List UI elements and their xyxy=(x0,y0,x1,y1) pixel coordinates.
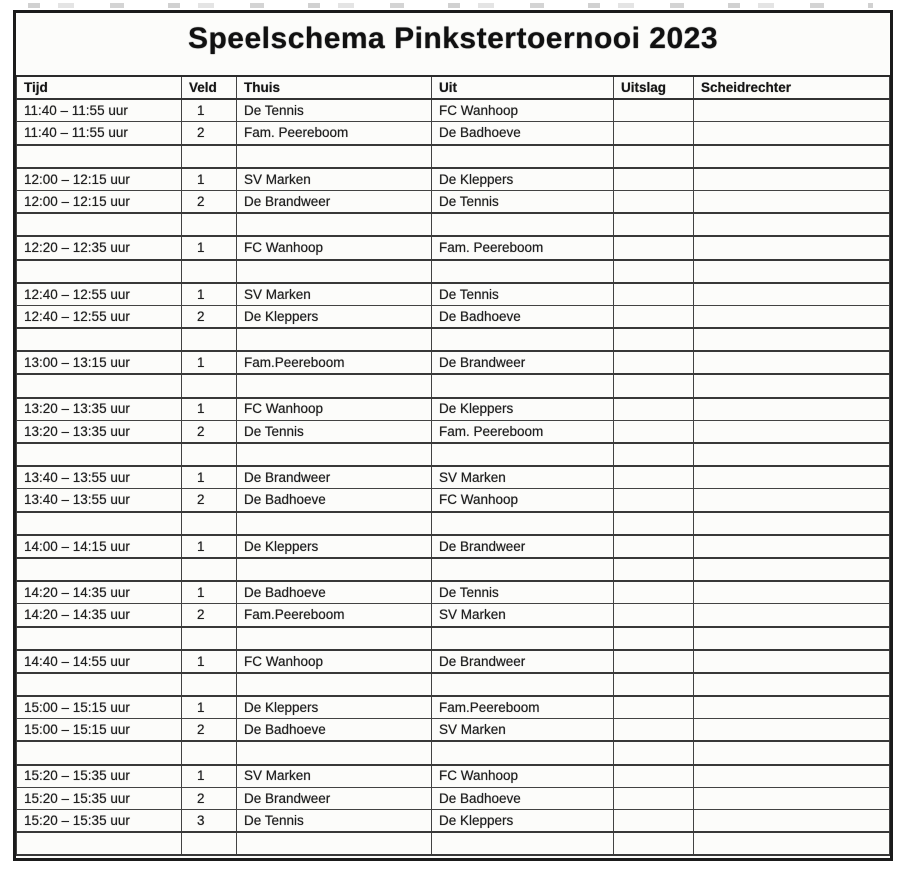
cell-scheidrechter xyxy=(694,765,890,788)
schedule-sheet xyxy=(13,10,893,861)
cell-tijd: 12:00 – 12:15 uur xyxy=(17,190,182,213)
cell-thuis xyxy=(237,443,432,466)
cell-scheidrechter xyxy=(694,420,890,443)
cell-uit: De Badhoeve xyxy=(432,122,614,145)
cell-tijd: 13:40 – 13:55 uur xyxy=(17,466,182,489)
cell-thuis xyxy=(237,558,432,581)
cell-veld: 2 xyxy=(182,420,237,443)
cell-tijd: 13:40 – 13:55 uur xyxy=(17,489,182,512)
separator-row xyxy=(17,213,890,236)
cell-thuis: FC Wanhoop xyxy=(237,398,432,421)
cell-veld: 1 xyxy=(182,696,237,719)
cell-tijd xyxy=(17,260,182,283)
cell-uitslag xyxy=(614,122,694,145)
cell-scheidrechter xyxy=(694,305,890,328)
separator-row xyxy=(17,558,890,581)
cell-veld: 1 xyxy=(182,398,237,421)
match-row xyxy=(17,489,890,512)
cell-veld xyxy=(182,627,237,650)
cell-uit xyxy=(432,145,614,168)
cell-thuis xyxy=(237,512,432,535)
match-row xyxy=(17,122,890,145)
cell-thuis: FC Wanhoop xyxy=(237,650,432,673)
cell-veld: 2 xyxy=(182,190,237,213)
cell-veld xyxy=(182,673,237,696)
cell-uit: De Tennis xyxy=(432,581,614,604)
cell-uit: FC Wanhoop xyxy=(432,489,614,512)
cell-veld xyxy=(182,558,237,581)
match-row xyxy=(17,466,890,489)
match-row xyxy=(17,190,890,213)
cell-uitslag xyxy=(614,374,694,397)
cell-thuis: SV Marken xyxy=(237,168,432,191)
cell-uit: Fam. Peereboom xyxy=(432,236,614,259)
cell-uit: Fam. Peereboom xyxy=(432,420,614,443)
cell-uit xyxy=(432,558,614,581)
cell-scheidrechter xyxy=(694,236,890,259)
cell-tijd: 14:40 – 14:55 uur xyxy=(17,650,182,673)
cell-tijd xyxy=(17,627,182,650)
cell-tijd: 14:20 – 14:35 uur xyxy=(17,581,182,604)
cell-uit: FC Wanhoop xyxy=(432,99,614,122)
separator-row xyxy=(17,832,890,855)
cell-veld: 1 xyxy=(182,168,237,191)
cell-scheidrechter xyxy=(694,558,890,581)
cell-uit: De Kleppers xyxy=(432,168,614,191)
cell-tijd: 12:00 – 12:15 uur xyxy=(17,168,182,191)
cell-veld: 1 xyxy=(182,650,237,673)
cell-tijd xyxy=(17,832,182,855)
cell-tijd xyxy=(17,145,182,168)
cell-veld: 1 xyxy=(182,351,237,374)
match-row xyxy=(17,398,890,421)
match-row xyxy=(17,787,890,809)
separator-row xyxy=(17,512,890,535)
separator-row xyxy=(17,260,890,283)
cell-tijd: 13:20 – 13:35 uur xyxy=(17,420,182,443)
cell-uit: De Brandweer xyxy=(432,650,614,673)
cell-veld: 2 xyxy=(182,122,237,145)
cell-tijd xyxy=(17,673,182,696)
cell-veld: 1 xyxy=(182,236,237,259)
cell-scheidrechter xyxy=(694,190,890,213)
cell-tijd: 13:20 – 13:35 uur xyxy=(17,398,182,421)
cell-scheidrechter xyxy=(694,328,890,351)
cell-uit: De Brandweer xyxy=(432,535,614,558)
cell-thuis xyxy=(237,374,432,397)
cell-tijd xyxy=(17,558,182,581)
cell-uitslag xyxy=(614,650,694,673)
cell-uitslag xyxy=(614,741,694,764)
cell-uitslag xyxy=(614,351,694,374)
cell-veld: 3 xyxy=(182,810,237,833)
cell-uitslag xyxy=(614,512,694,535)
cell-uitslag xyxy=(614,305,694,328)
cell-uit xyxy=(432,328,614,351)
cell-uitslag xyxy=(614,810,694,833)
cell-scheidrechter xyxy=(694,627,890,650)
cell-veld: 1 xyxy=(182,535,237,558)
cell-uitslag xyxy=(614,627,694,650)
separator-row xyxy=(17,741,890,764)
cell-tijd: 14:00 – 14:15 uur xyxy=(17,535,182,558)
cell-tijd: 11:40 – 11:55 uur xyxy=(17,122,182,145)
cell-uitslag xyxy=(614,535,694,558)
cell-thuis xyxy=(237,832,432,855)
cell-uit: De Badhoeve xyxy=(432,787,614,809)
cell-veld xyxy=(182,260,237,283)
cell-scheidrechter xyxy=(694,283,890,306)
cell-veld: 2 xyxy=(182,305,237,328)
column-header-tijd: Tijd xyxy=(17,76,182,99)
cell-veld: 1 xyxy=(182,283,237,306)
cell-tijd xyxy=(17,374,182,397)
cell-tijd xyxy=(17,443,182,466)
match-row xyxy=(17,535,890,558)
cell-veld: 2 xyxy=(182,787,237,809)
cell-thuis xyxy=(237,328,432,351)
cell-veld xyxy=(182,328,237,351)
cell-tijd: 12:40 – 12:55 uur xyxy=(17,283,182,306)
cell-uit xyxy=(432,260,614,283)
cell-scheidrechter xyxy=(694,99,890,122)
match-row xyxy=(17,604,890,627)
cell-scheidrechter xyxy=(694,398,890,421)
cell-thuis xyxy=(237,741,432,764)
cell-uitslag xyxy=(614,168,694,191)
cell-uit: De Tennis xyxy=(432,283,614,306)
cell-thuis: De Brandweer xyxy=(237,190,432,213)
cell-uit: De Brandweer xyxy=(432,351,614,374)
cell-tijd: 11:40 – 11:55 uur xyxy=(17,99,182,122)
match-row xyxy=(17,283,890,306)
cell-tijd: 15:00 – 15:15 uur xyxy=(17,719,182,742)
cell-tijd xyxy=(17,213,182,236)
cell-uit: De Tennis xyxy=(432,190,614,213)
cell-thuis: De Tennis xyxy=(237,420,432,443)
cell-uit xyxy=(432,512,614,535)
column-header-thuis: Thuis xyxy=(237,76,432,99)
separator-row xyxy=(17,374,890,397)
column-header-uitslag: Uitslag xyxy=(614,76,694,99)
cell-thuis: De Kleppers xyxy=(237,535,432,558)
separator-row xyxy=(17,145,890,168)
cell-uitslag xyxy=(614,581,694,604)
cell-scheidrechter xyxy=(694,535,890,558)
cell-uit: FC Wanhoop xyxy=(432,765,614,788)
cell-thuis: De Brandweer xyxy=(237,466,432,489)
cell-uitslag xyxy=(614,787,694,809)
cell-thuis: De Badhoeve xyxy=(237,719,432,742)
column-header-scheidrechter: Scheidrechter xyxy=(694,76,890,99)
title-area xyxy=(16,13,890,75)
cell-veld xyxy=(182,443,237,466)
cell-scheidrechter xyxy=(694,260,890,283)
cell-veld: 2 xyxy=(182,604,237,627)
cell-uit: De Badhoeve xyxy=(432,305,614,328)
column-header-uit: Uit xyxy=(432,76,614,99)
cell-uitslag xyxy=(614,673,694,696)
cell-veld: 2 xyxy=(182,719,237,742)
cell-uit: SV Marken xyxy=(432,604,614,627)
cell-tijd: 15:20 – 15:35 uur xyxy=(17,787,182,809)
cell-scheidrechter xyxy=(694,374,890,397)
cell-scheidrechter xyxy=(694,696,890,719)
cell-veld: 2 xyxy=(182,489,237,512)
cell-tijd: 15:00 – 15:15 uur xyxy=(17,696,182,719)
cell-uitslag xyxy=(614,443,694,466)
cell-tijd: 14:20 – 14:35 uur xyxy=(17,604,182,627)
cell-thuis: SV Marken xyxy=(237,283,432,306)
cell-veld: 1 xyxy=(182,765,237,788)
cell-uitslag xyxy=(614,558,694,581)
cell-tijd: 15:20 – 15:35 uur xyxy=(17,810,182,833)
cell-thuis: De Badhoeve xyxy=(237,489,432,512)
cell-thuis: De Tennis xyxy=(237,99,432,122)
cell-uit xyxy=(432,374,614,397)
cell-uitslag xyxy=(614,236,694,259)
cell-scheidrechter xyxy=(694,832,890,855)
column-header-veld: Veld xyxy=(182,76,237,99)
cell-scheidrechter xyxy=(694,810,890,833)
cell-uitslag xyxy=(614,260,694,283)
cell-thuis: SV Marken xyxy=(237,765,432,788)
cell-scheidrechter xyxy=(694,581,890,604)
cell-veld: 1 xyxy=(182,99,237,122)
cell-uit: SV Marken xyxy=(432,466,614,489)
cell-uit xyxy=(432,627,614,650)
cell-uitslag xyxy=(614,719,694,742)
match-row xyxy=(17,696,890,719)
cell-uitslag xyxy=(614,420,694,443)
scan-noise-artifact xyxy=(28,3,873,8)
cell-veld xyxy=(182,512,237,535)
cell-thuis xyxy=(237,145,432,168)
cell-tijd: 12:20 – 12:35 uur xyxy=(17,236,182,259)
cell-uit: De Kleppers xyxy=(432,810,614,833)
schedule-table xyxy=(16,75,890,856)
separator-row xyxy=(17,328,890,351)
cell-veld xyxy=(182,741,237,764)
cell-scheidrechter xyxy=(694,604,890,627)
cell-uitslag xyxy=(614,283,694,306)
cell-veld xyxy=(182,374,237,397)
cell-scheidrechter xyxy=(694,719,890,742)
cell-uitslag xyxy=(614,466,694,489)
cell-scheidrechter xyxy=(694,741,890,764)
cell-scheidrechter xyxy=(694,122,890,145)
cell-thuis: De Brandweer xyxy=(237,787,432,809)
cell-scheidrechter xyxy=(694,466,890,489)
cell-uit xyxy=(432,673,614,696)
match-row xyxy=(17,236,890,259)
cell-thuis xyxy=(237,260,432,283)
cell-uit xyxy=(432,832,614,855)
cell-uitslag xyxy=(614,190,694,213)
cell-thuis: Fam. Peereboom xyxy=(237,122,432,145)
cell-veld: 1 xyxy=(182,581,237,604)
match-row xyxy=(17,168,890,191)
cell-uitslag xyxy=(614,832,694,855)
cell-uit xyxy=(432,741,614,764)
cell-uit xyxy=(432,213,614,236)
cell-uitslag xyxy=(614,489,694,512)
cell-thuis xyxy=(237,627,432,650)
match-row xyxy=(17,650,890,673)
match-row xyxy=(17,420,890,443)
cell-tijd: 13:00 – 13:15 uur xyxy=(17,351,182,374)
cell-scheidrechter xyxy=(694,650,890,673)
cell-veld: 1 xyxy=(182,466,237,489)
separator-row xyxy=(17,443,890,466)
cell-uitslag xyxy=(614,213,694,236)
cell-uitslag xyxy=(614,145,694,168)
cell-scheidrechter xyxy=(694,443,890,466)
cell-tijd: 12:40 – 12:55 uur xyxy=(17,305,182,328)
cell-uitslag xyxy=(614,696,694,719)
match-row xyxy=(17,719,890,742)
cell-uit: Fam.Peereboom xyxy=(432,696,614,719)
match-row xyxy=(17,99,890,122)
separator-row xyxy=(17,627,890,650)
cell-tijd xyxy=(17,328,182,351)
cell-uitslag xyxy=(614,398,694,421)
cell-scheidrechter xyxy=(694,673,890,696)
match-row xyxy=(17,765,890,788)
cell-uitslag xyxy=(614,99,694,122)
cell-scheidrechter xyxy=(694,512,890,535)
cell-scheidrechter xyxy=(694,787,890,809)
cell-scheidrechter xyxy=(694,213,890,236)
cell-thuis: Fam.Peereboom xyxy=(237,351,432,374)
cell-thuis: FC Wanhoop xyxy=(237,236,432,259)
cell-scheidrechter xyxy=(694,145,890,168)
cell-veld xyxy=(182,832,237,855)
cell-uit xyxy=(432,443,614,466)
cell-thuis: De Badhoeve xyxy=(237,581,432,604)
cell-uit: De Kleppers xyxy=(432,398,614,421)
cell-scheidrechter xyxy=(694,168,890,191)
cell-veld xyxy=(182,213,237,236)
match-row xyxy=(17,581,890,604)
table-header-row xyxy=(17,76,890,99)
cell-tijd xyxy=(17,741,182,764)
cell-thuis: De Tennis xyxy=(237,810,432,833)
page-title: Speelschema Pinkstertoernooi 2023 xyxy=(187,22,719,55)
cell-uitslag xyxy=(614,328,694,351)
cell-thuis: Fam.Peereboom xyxy=(237,604,432,627)
separator-row xyxy=(17,673,890,696)
cell-uitslag xyxy=(614,765,694,788)
cell-veld xyxy=(182,145,237,168)
match-row xyxy=(17,305,890,328)
cell-scheidrechter xyxy=(694,489,890,512)
cell-tijd xyxy=(17,512,182,535)
cell-thuis xyxy=(237,673,432,696)
cell-thuis xyxy=(237,213,432,236)
match-row xyxy=(17,810,890,833)
cell-thuis: De Kleppers xyxy=(237,305,432,328)
cell-uitslag xyxy=(614,604,694,627)
cell-thuis: De Kleppers xyxy=(237,696,432,719)
cell-uit: SV Marken xyxy=(432,719,614,742)
match-row xyxy=(17,351,890,374)
cell-scheidrechter xyxy=(694,351,890,374)
cell-tijd: 15:20 – 15:35 uur xyxy=(17,765,182,788)
